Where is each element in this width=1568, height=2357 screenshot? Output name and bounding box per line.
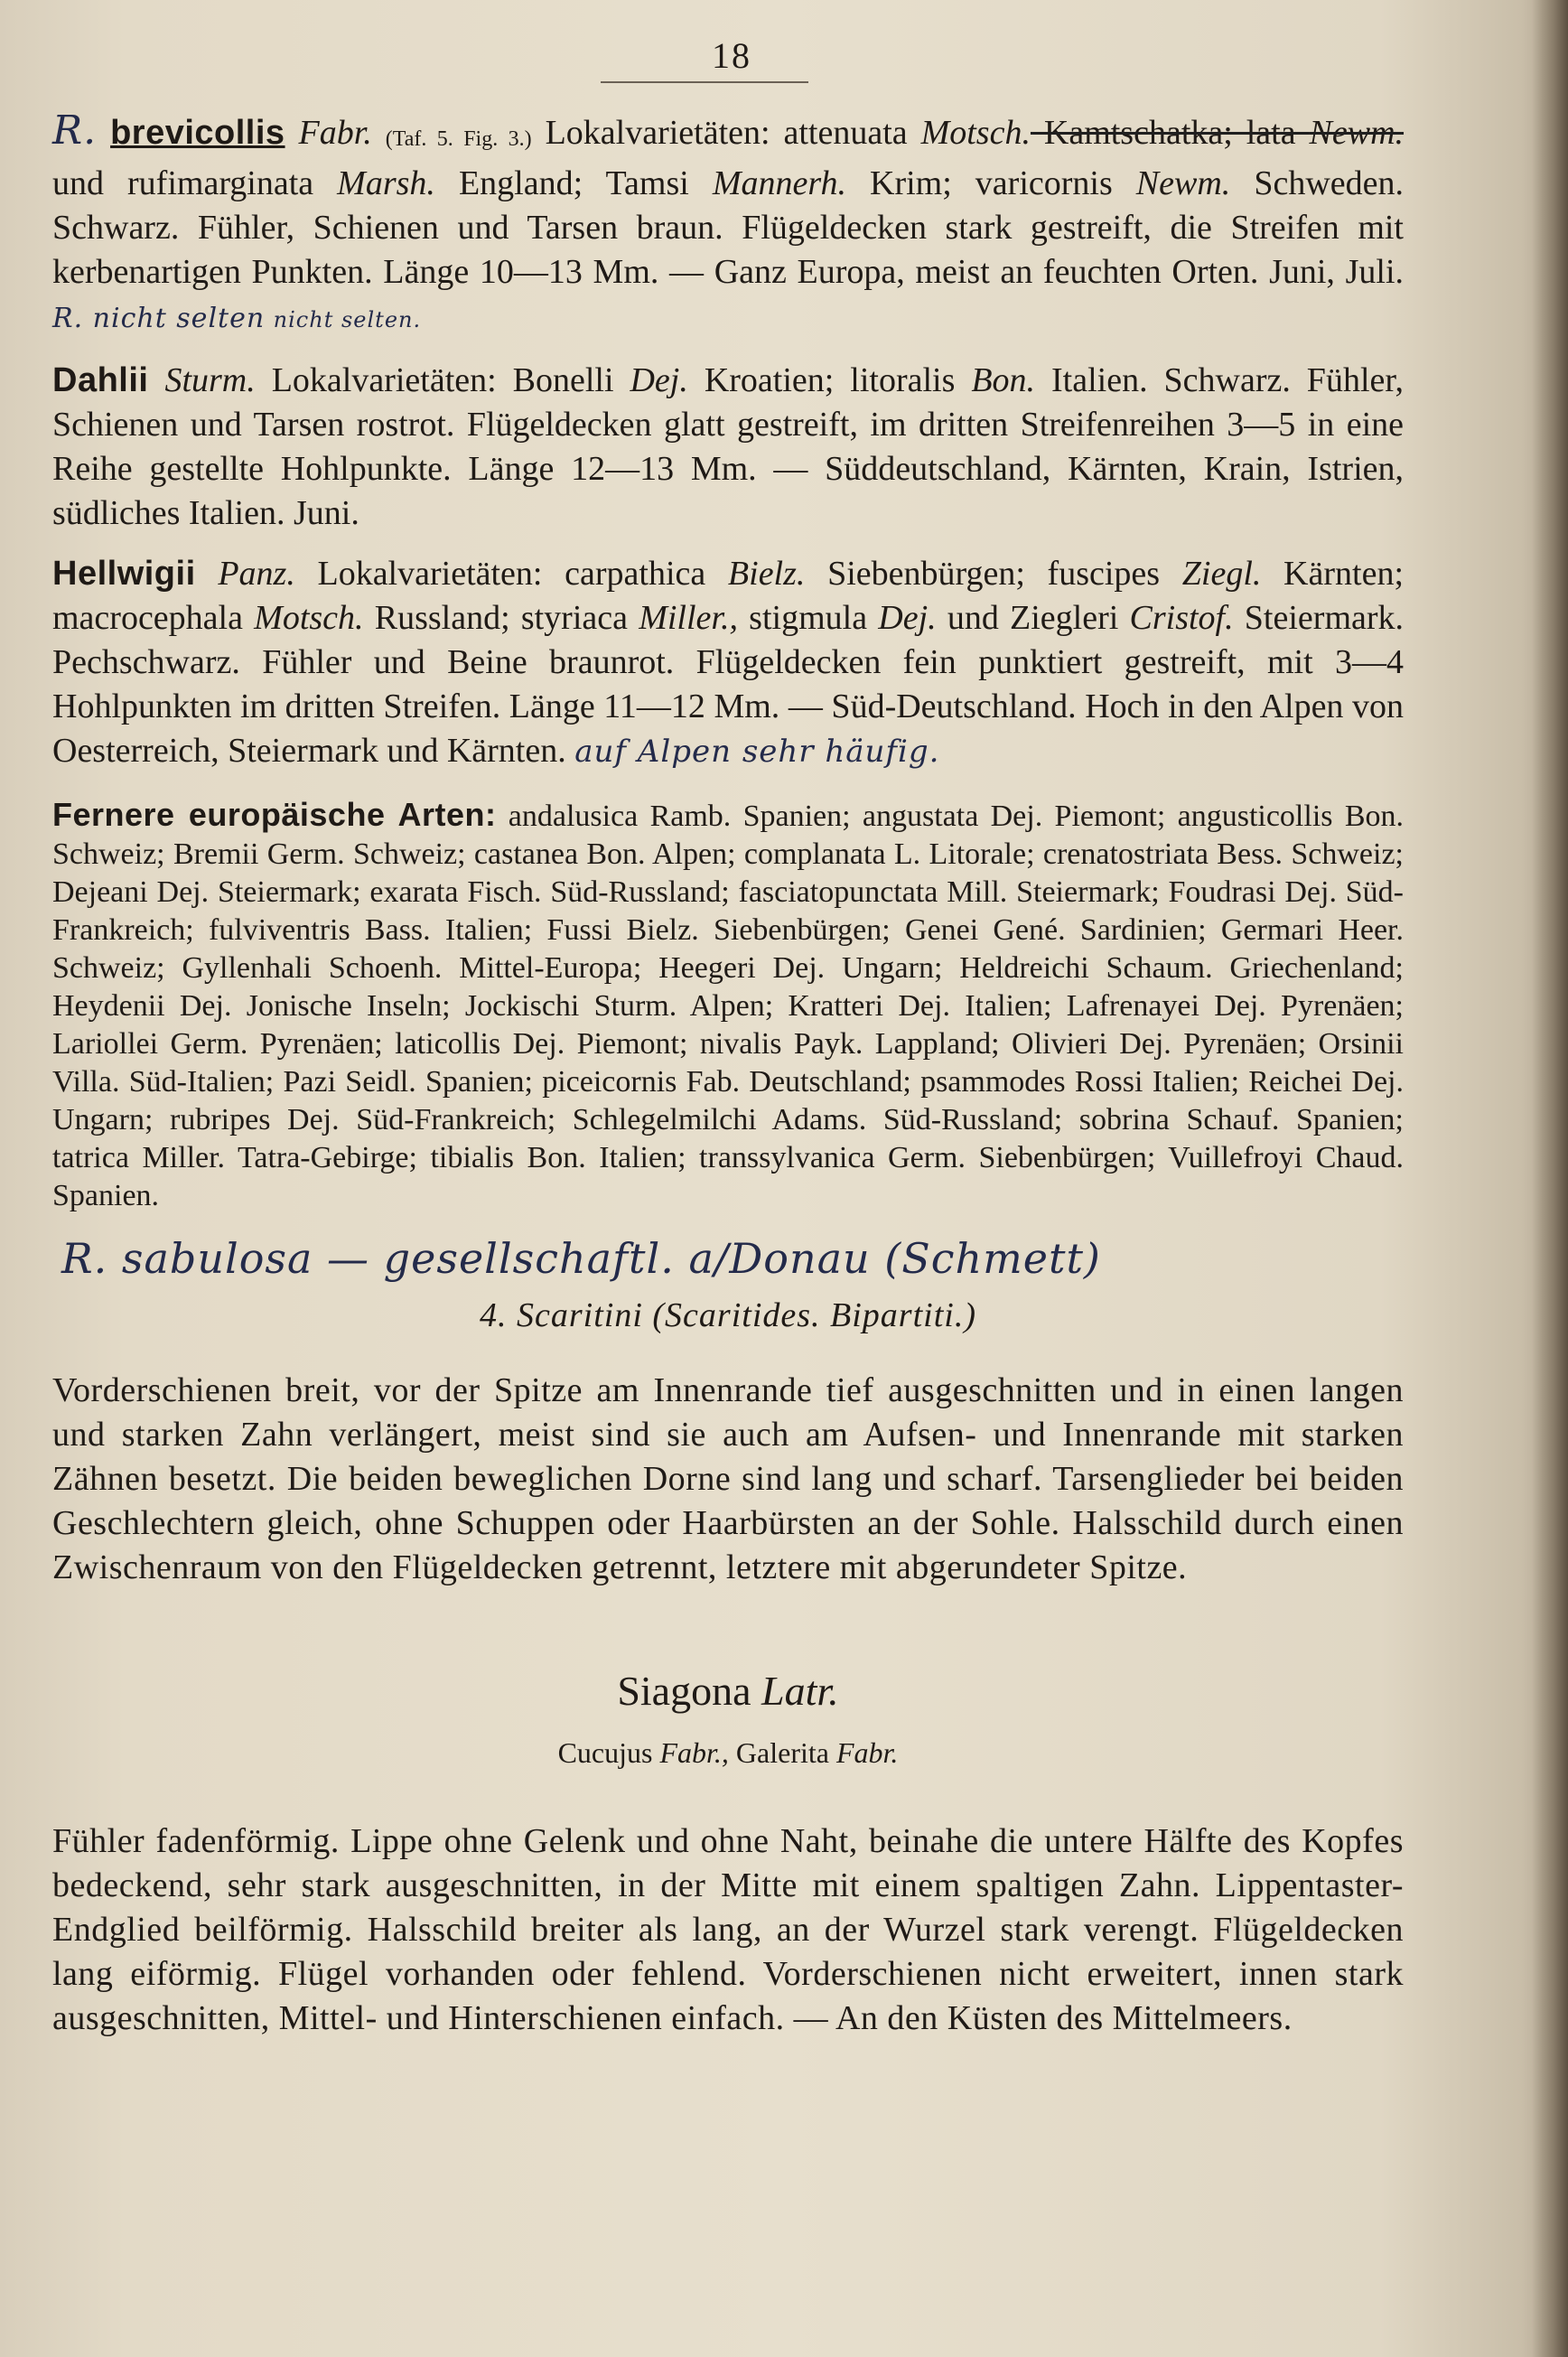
- entry-text: Kärnten; macrocephala: [52, 555, 1405, 637]
- entry-text: Kroatien; litoralis: [687, 361, 972, 399]
- handwritten-note: R.: [52, 108, 98, 154]
- section-label: Fernere europäische Arten:: [52, 796, 497, 833]
- species-entry-dahlii: [52, 359, 1404, 536]
- author-abbrev: Mannerh.: [712, 164, 846, 202]
- species-author: Panz.: [218, 555, 295, 593]
- handwritten-note: nicht selten.: [273, 307, 422, 332]
- genus-heading: [52, 1664, 1404, 1718]
- author-abbrev: Newm.: [1135, 164, 1231, 202]
- author-abbrev: Bon.: [971, 361, 1036, 399]
- synonym-text: Cucujus: [557, 1736, 660, 1769]
- author-abbrev: Miller.,: [639, 599, 738, 637]
- genus-synonyms: [52, 1733, 1404, 1772]
- entry-text: stigmula: [737, 599, 879, 637]
- other-european-species: [52, 796, 1404, 1215]
- entry-text: und Ziegleri: [936, 599, 1130, 637]
- author-abbrev: Motsch.: [920, 114, 1031, 152]
- entry-text: Russland; styriaca: [363, 599, 639, 637]
- species-entry-brevicollis: [52, 108, 1404, 342]
- handwritten-note: R. nicht selten: [52, 303, 266, 334]
- author-abbrev: Motsch.: [254, 599, 364, 637]
- entry-text: Kamtschatka; lata: [1030, 114, 1310, 152]
- author-abbrev: Fabr.,: [659, 1736, 729, 1769]
- author-abbrev: Marsh.: [337, 164, 435, 202]
- author-abbrev: Dej.: [630, 361, 688, 399]
- species-list: andalusica Ramb. Spanien; angustata Dej. Piemont; angusticollis Bon. Schweiz; Bremii Germ. Schweiz; castanea Bon. Alpen; complanata L. Litorale; crenatostriata Bess. Schweiz; Dejeani Dej. Steiermark; exarata Fisch. Süd-Russland; fasciatopunctata Mill. Steiermark; Foudrasi Dej. Süd-Frankreich; fulviventris Bass. Italien; Fussi Bielz. Siebenbürgen; Genei Gené. Sardinien; Germari Heer. Schweiz; Gyllenhali Schoenh. Mittel-Europa; Heegeri Dej. Ungarn; Heldreichi Schaum. Griechenland; Heydenii Dej. Jonische Inseln; Jockischi Sturm. Alpen; Kratteri Dej. Italien; Lafrenayei Dej. Pyrenäen; Lariollei Germ. Pyrenäen; laticollis Dej. Piemont; nivalis Payk. Lappland; Olivieri Dej. Pyrenäen; Orsinii Villa. Süd-Italien; Pazi Seidl. Spanien; piceicornis Fab. Deutschland; psammodes Rossi Italien; Reichei Dej. Ungarn; rubripes Dej. Süd-Frankreich; Schlegelmilchi Adams. Süd-Russland; sobrina Schauf. Spanien; tatrica Miller. Tatra-Gebirge; tibialis Bon. Italien; transsylvanica Germ. Siebenbürgen; Vuillefroyi Chaud. Spanien.: [52, 800, 1405, 1212]
- main-text: [52, 108, 1404, 2041]
- section-title: 4. Scaritini (Scaritides. Bipartiti.): [480, 1296, 976, 1334]
- species-name: Dahlii: [52, 361, 149, 399]
- entry-text: und rufimarginata: [52, 164, 338, 202]
- author-abbrev: Cristof.: [1129, 599, 1234, 637]
- entry-text: Lokalvarietäten: attenuata: [545, 114, 921, 152]
- species-author: Fabr.: [298, 114, 372, 152]
- entry-text: Siebenbürgen; fuscipes: [805, 555, 1182, 593]
- entry-text: Italien. Schwarz. Fühler, Schienen und Tarsen rostrot. Flügeldecken glatt gestreift, im dritten Streifenreihen 3—5 in eine Reihe gestellte Hohlpunkte. Länge 12—13 Mm. — Süddeutschland, Kärnten, Krain, Istrien, südliches Italien. Juni.: [52, 361, 1404, 532]
- entry-text: Schweden. Schwarz. Fühler, Schienen und Tarsen braun. Flügeldecken stark gestreift, die Streifen mit kerbenartigen Punkten. Länge 10—13 Mm. — Ganz Europa, meist an feuchten Orten. Juni, Juli.: [52, 164, 1404, 291]
- author-abbrev: Dej.: [878, 599, 937, 637]
- plate-reference: (Taf. 5. Fig. 3.): [385, 127, 532, 151]
- entry-text: Lokalvarietäten: carpathica: [294, 555, 728, 593]
- entry-text: Lokalvarietäten: Bonelli: [255, 361, 630, 399]
- author-abbrev: Bielz.: [727, 555, 806, 593]
- species-author: Sturm.: [164, 361, 256, 399]
- species-entry-hellwigii: [52, 552, 1404, 774]
- author-abbrev: Newm.: [1309, 114, 1405, 152]
- entry-text: Krim; varicornis: [845, 164, 1136, 202]
- book-binding-shadow: [1532, 0, 1568, 2357]
- author-abbrev: Ziegl.: [1181, 555, 1262, 593]
- handwritten-annotation-sabulosa: R. sabulosa — gesellschaftl. a/Donau (Schmett): [61, 1234, 1101, 1283]
- species-name: Hellwigii: [52, 555, 196, 593]
- synonym-text: Galerita: [728, 1736, 836, 1769]
- entry-text: England; Tamsi: [434, 164, 713, 202]
- genus-description: Fühler fadenförmig. Lippe ohne Gelenk und ohne Naht, beinahe die untere Hälfte des Kopfes bedeckend, sehr stark ausgeschnitten, in der Mitte mit einem spaltigen Zahn. Lippentaster-Endglied beilförmig. Halsschild breiter als lang, an der Wurzel stark verengt. Flügeldecken lang eiförmig. Flügel vorhanden oder fehlend. Vorderschienen nicht erweitert, innen stark ausgeschnitten, Mittel- und Hinterschienen einfach. — An den Küsten des Mittelmeers.: [52, 1822, 1404, 2037]
- handwritten-note: auf Alpen sehr häufig.: [574, 734, 940, 770]
- genus-author: Latr.: [761, 1668, 839, 1714]
- author-abbrev: Fabr.: [835, 1736, 899, 1769]
- header-rule: [601, 81, 808, 83]
- section-description: Vorderschienen breit, vor der Spitze am Innenrande tief ausgeschnitten und in einen langen und starken Zahn verlängert, meist sind sie auch am Aufsen- und Innenrande mit starken Zähnen besetzt. Die beiden beweglichen Dorne sind lang und scharf. Tarsenglieder bei beiden Geschlechtern gleich, ohne Schuppen oder Haarbürsten an der Sohle. Halsschild durch einen Zwischenraum von den Flügeldecken getrennt, letztere mit abgerundeter Spitze.: [52, 1371, 1404, 1586]
- genus-name: Siagona: [617, 1668, 751, 1714]
- species-name: brevicollis: [110, 114, 285, 152]
- entry-text: Steiermark. Pechschwarz. Fühler und Beine braunrot. Flügeldecken fein punktiert gestreift, mit 3—4 Hohlpunkten im dritten Streifen. Länge 11—12 Mm. — Süd-Deutschland. Hoch in den Alpen von Oesterreich, Steiermark und Kärnten.: [52, 599, 1405, 770]
- page-number: 18: [712, 35, 751, 76]
